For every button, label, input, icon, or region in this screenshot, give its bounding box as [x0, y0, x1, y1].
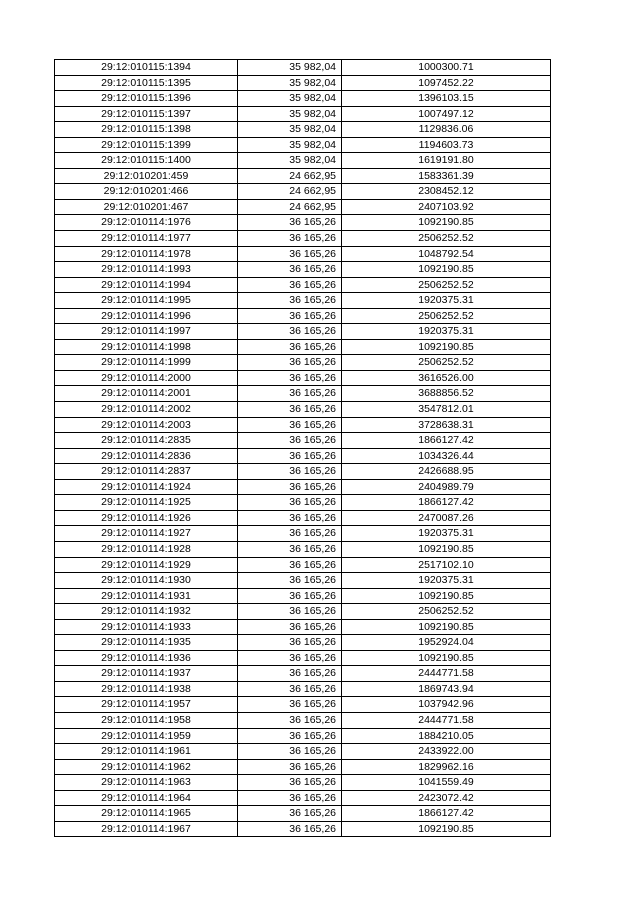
cadastral-number-cell: 29:12:010114:1927: [55, 526, 238, 542]
area-cell: 36 165,26: [238, 262, 342, 278]
cadastral-number-cell: 29:12:010114:1928: [55, 541, 238, 557]
cadastral-number-cell: 29:12:010114:1935: [55, 635, 238, 651]
area-cell: 36 165,26: [238, 324, 342, 340]
table-row: [55, 557, 551, 573]
table-row: [55, 355, 551, 371]
cadastral-number-cell: 29:12:010114:1963: [55, 775, 238, 791]
area-cell: 36 165,26: [238, 806, 342, 822]
area-cell: 36 165,26: [238, 697, 342, 713]
cadastral-value-cell: 1396103.15: [342, 91, 551, 107]
area-cell: 36 165,26: [238, 277, 342, 293]
cadastral-value-table: [54, 59, 551, 837]
table-row: [55, 619, 551, 635]
cadastral-value-cell: 1034326.44: [342, 448, 551, 464]
cadastral-value-cell: 1000300.71: [342, 60, 551, 76]
area-cell: 24 662,95: [238, 184, 342, 200]
cadastral-number-cell: 29:12:010114:1964: [55, 790, 238, 806]
table-row: [55, 246, 551, 262]
cadastral-value-cell: 2404989.79: [342, 479, 551, 495]
cadastral-value-cell: 1129836.06: [342, 122, 551, 138]
table-row: [55, 821, 551, 837]
cadastral-number-cell: 29:12:010201:466: [55, 184, 238, 200]
cadastral-value-cell: 1920375.31: [342, 293, 551, 309]
cadastral-number-cell: 29:12:010114:1977: [55, 231, 238, 247]
table-row: [55, 541, 551, 557]
cadastral-number-cell: 29:12:010115:1399: [55, 137, 238, 153]
cadastral-number-cell: 29:12:010201:467: [55, 199, 238, 215]
area-cell: 36 165,26: [238, 526, 342, 542]
table-row: [55, 370, 551, 386]
cadastral-number-cell: 29:12:010114:1958: [55, 712, 238, 728]
table-body: [55, 60, 551, 837]
cadastral-number-cell: 29:12:010114:1957: [55, 697, 238, 713]
cadastral-number-cell: 29:12:010114:1929: [55, 557, 238, 573]
table-row: [55, 75, 551, 91]
area-cell: 35 982,04: [238, 75, 342, 91]
table-row: [55, 806, 551, 822]
table-row: [55, 573, 551, 589]
table-row: [55, 635, 551, 651]
cadastral-value-cell: 2506252.52: [342, 277, 551, 293]
cadastral-number-cell: 29:12:010114:2003: [55, 417, 238, 433]
table-row: [55, 588, 551, 604]
cadastral-value-cell: 1884210.05: [342, 728, 551, 744]
cadastral-value-cell: 1619191.80: [342, 153, 551, 169]
table-row: [55, 184, 551, 200]
cadastral-number-cell: 29:12:010114:1999: [55, 355, 238, 371]
cadastral-number-cell: 29:12:010114:1932: [55, 604, 238, 620]
area-cell: 36 165,26: [238, 433, 342, 449]
area-cell: 35 982,04: [238, 60, 342, 76]
cadastral-value-cell: 1866127.42: [342, 806, 551, 822]
cadastral-number-cell: 29:12:010115:1394: [55, 60, 238, 76]
cadastral-value-cell: 2506252.52: [342, 355, 551, 371]
cadastral-value-cell: 1092190.85: [342, 339, 551, 355]
cadastral-number-cell: 29:12:010114:1925: [55, 495, 238, 511]
area-cell: 24 662,95: [238, 168, 342, 184]
area-cell: 36 165,26: [238, 479, 342, 495]
cadastral-number-cell: 29:12:010114:2837: [55, 464, 238, 480]
area-cell: 36 165,26: [238, 246, 342, 262]
area-cell: 36 165,26: [238, 448, 342, 464]
cadastral-value-cell: 2407103.92: [342, 199, 551, 215]
area-cell: 36 165,26: [238, 386, 342, 402]
table-row: [55, 712, 551, 728]
cadastral-number-cell: 29:12:010201:459: [55, 168, 238, 184]
area-cell: 36 165,26: [238, 744, 342, 760]
table-row: [55, 168, 551, 184]
area-cell: 36 165,26: [238, 510, 342, 526]
table-row: [55, 308, 551, 324]
cadastral-value-cell: 1092190.85: [342, 619, 551, 635]
cadastral-value-cell: 1866127.42: [342, 433, 551, 449]
area-cell: 36 165,26: [238, 775, 342, 791]
table-row: [55, 137, 551, 153]
cadastral-number-cell: 29:12:010115:1398: [55, 122, 238, 138]
area-cell: 35 982,04: [238, 91, 342, 107]
area-cell: 36 165,26: [238, 666, 342, 682]
area-cell: 36 165,26: [238, 681, 342, 697]
table-row: [55, 262, 551, 278]
cadastral-value-cell: 1092190.85: [342, 821, 551, 837]
table-row: [55, 122, 551, 138]
cadastral-value-cell: 1037942.96: [342, 697, 551, 713]
document-page: [54, 59, 551, 837]
cadastral-value-cell: 2433922.00: [342, 744, 551, 760]
cadastral-value-cell: 1583361.39: [342, 168, 551, 184]
table-row: [55, 339, 551, 355]
cadastral-value-cell: 1920375.31: [342, 324, 551, 340]
cadastral-value-cell: 3547812.01: [342, 402, 551, 418]
cadastral-number-cell: 29:12:010115:1400: [55, 153, 238, 169]
table-row: [55, 650, 551, 666]
area-cell: 36 165,26: [238, 215, 342, 231]
area-cell: 24 662,95: [238, 199, 342, 215]
area-cell: 36 165,26: [238, 619, 342, 635]
table-row: [55, 91, 551, 107]
table-row: [55, 697, 551, 713]
table-row: [55, 464, 551, 480]
table-row: [55, 324, 551, 340]
cadastral-number-cell: 29:12:010114:1998: [55, 339, 238, 355]
table-row: [55, 448, 551, 464]
table-row: [55, 215, 551, 231]
area-cell: 36 165,26: [238, 604, 342, 620]
area-cell: 36 165,26: [238, 541, 342, 557]
area-cell: 36 165,26: [238, 759, 342, 775]
area-cell: 35 982,04: [238, 153, 342, 169]
table-row: [55, 495, 551, 511]
table-row: [55, 277, 551, 293]
cadastral-number-cell: 29:12:010114:1938: [55, 681, 238, 697]
area-cell: 36 165,26: [238, 573, 342, 589]
area-cell: 35 982,04: [238, 122, 342, 138]
cadastral-value-cell: 1092190.85: [342, 215, 551, 231]
table-row: [55, 604, 551, 620]
cadastral-value-cell: 3616526.00: [342, 370, 551, 386]
cadastral-number-cell: 29:12:010114:2002: [55, 402, 238, 418]
cadastral-number-cell: 29:12:010114:1959: [55, 728, 238, 744]
area-cell: 36 165,26: [238, 821, 342, 837]
cadastral-number-cell: 29:12:010115:1396: [55, 91, 238, 107]
cadastral-number-cell: 29:12:010114:1997: [55, 324, 238, 340]
table-row: [55, 417, 551, 433]
cadastral-value-cell: 1007497.12: [342, 106, 551, 122]
cadastral-value-cell: 1829962.16: [342, 759, 551, 775]
area-cell: 36 165,26: [238, 464, 342, 480]
cadastral-number-cell: 29:12:010114:2001: [55, 386, 238, 402]
table-row: [55, 790, 551, 806]
area-cell: 36 165,26: [238, 231, 342, 247]
cadastral-value-cell: 1092190.85: [342, 262, 551, 278]
cadastral-value-cell: 1866127.42: [342, 495, 551, 511]
cadastral-value-cell: 1097452.22: [342, 75, 551, 91]
cadastral-number-cell: 29:12:010114:1995: [55, 293, 238, 309]
table-row: [55, 744, 551, 760]
cadastral-number-cell: 29:12:010114:1924: [55, 479, 238, 495]
table-row: [55, 199, 551, 215]
cadastral-value-cell: 1041559.49: [342, 775, 551, 791]
cadastral-value-cell: 1092190.85: [342, 588, 551, 604]
cadastral-number-cell: 29:12:010114:1926: [55, 510, 238, 526]
table-row: [55, 526, 551, 542]
cadastral-value-cell: 3688856.52: [342, 386, 551, 402]
cadastral-value-cell: 2444771.58: [342, 712, 551, 728]
cadastral-value-cell: 1092190.85: [342, 650, 551, 666]
table-row: [55, 106, 551, 122]
table-row: [55, 402, 551, 418]
cadastral-number-cell: 29:12:010114:1996: [55, 308, 238, 324]
area-cell: 36 165,26: [238, 588, 342, 604]
table-row: [55, 759, 551, 775]
table-row: [55, 386, 551, 402]
cadastral-value-cell: 2506252.52: [342, 308, 551, 324]
cadastral-value-cell: 1920375.31: [342, 573, 551, 589]
area-cell: 36 165,26: [238, 712, 342, 728]
cadastral-number-cell: 29:12:010114:2835: [55, 433, 238, 449]
cadastral-value-cell: 2426688.95: [342, 464, 551, 480]
area-cell: 35 982,04: [238, 106, 342, 122]
cadastral-number-cell: 29:12:010114:1933: [55, 619, 238, 635]
cadastral-number-cell: 29:12:010115:1397: [55, 106, 238, 122]
cadastral-number-cell: 29:12:010114:1937: [55, 666, 238, 682]
table-row: [55, 510, 551, 526]
cadastral-value-cell: 1952924.04: [342, 635, 551, 651]
cadastral-number-cell: 29:12:010114:2836: [55, 448, 238, 464]
cadastral-number-cell: 29:12:010114:1936: [55, 650, 238, 666]
cadastral-value-cell: 2506252.52: [342, 604, 551, 620]
cadastral-number-cell: 29:12:010114:2000: [55, 370, 238, 386]
cadastral-value-cell: 1194603.73: [342, 137, 551, 153]
area-cell: 36 165,26: [238, 417, 342, 433]
cadastral-value-cell: 1920375.31: [342, 526, 551, 542]
cadastral-number-cell: 29:12:010114:1961: [55, 744, 238, 760]
area-cell: 36 165,26: [238, 650, 342, 666]
cadastral-number-cell: 29:12:010114:1931: [55, 588, 238, 604]
cadastral-value-cell: 2444771.58: [342, 666, 551, 682]
cadastral-number-cell: 29:12:010115:1395: [55, 75, 238, 91]
area-cell: 36 165,26: [238, 728, 342, 744]
area-cell: 36 165,26: [238, 790, 342, 806]
cadastral-number-cell: 29:12:010114:1930: [55, 573, 238, 589]
cadastral-number-cell: 29:12:010114:1993: [55, 262, 238, 278]
cadastral-value-cell: 2517102.10: [342, 557, 551, 573]
cadastral-number-cell: 29:12:010114:1994: [55, 277, 238, 293]
table-row: [55, 666, 551, 682]
cadastral-value-cell: 3728638.31: [342, 417, 551, 433]
table-row: [55, 479, 551, 495]
area-cell: 36 165,26: [238, 557, 342, 573]
table-row: [55, 293, 551, 309]
area-cell: 36 165,26: [238, 495, 342, 511]
table-row: [55, 728, 551, 744]
cadastral-value-cell: 2506252.52: [342, 231, 551, 247]
cadastral-value-cell: 1869743.94: [342, 681, 551, 697]
area-cell: 36 165,26: [238, 635, 342, 651]
area-cell: 36 165,26: [238, 370, 342, 386]
table-row: [55, 433, 551, 449]
table-row: [55, 231, 551, 247]
cadastral-value-cell: 1048792.54: [342, 246, 551, 262]
area-cell: 35 982,04: [238, 137, 342, 153]
table-row: [55, 775, 551, 791]
cadastral-number-cell: 29:12:010114:1962: [55, 759, 238, 775]
area-cell: 36 165,26: [238, 339, 342, 355]
area-cell: 36 165,26: [238, 308, 342, 324]
area-cell: 36 165,26: [238, 402, 342, 418]
cadastral-value-cell: 2423072.42: [342, 790, 551, 806]
area-cell: 36 165,26: [238, 355, 342, 371]
table-row: [55, 153, 551, 169]
cadastral-number-cell: 29:12:010114:1976: [55, 215, 238, 231]
cadastral-number-cell: 29:12:010114:1967: [55, 821, 238, 837]
table-row: [55, 60, 551, 76]
cadastral-value-cell: 1092190.85: [342, 541, 551, 557]
cadastral-number-cell: 29:12:010114:1965: [55, 806, 238, 822]
cadastral-number-cell: 29:12:010114:1978: [55, 246, 238, 262]
cadastral-value-cell: 2470087.26: [342, 510, 551, 526]
cadastral-value-cell: 2308452.12: [342, 184, 551, 200]
area-cell: 36 165,26: [238, 293, 342, 309]
table-row: [55, 681, 551, 697]
